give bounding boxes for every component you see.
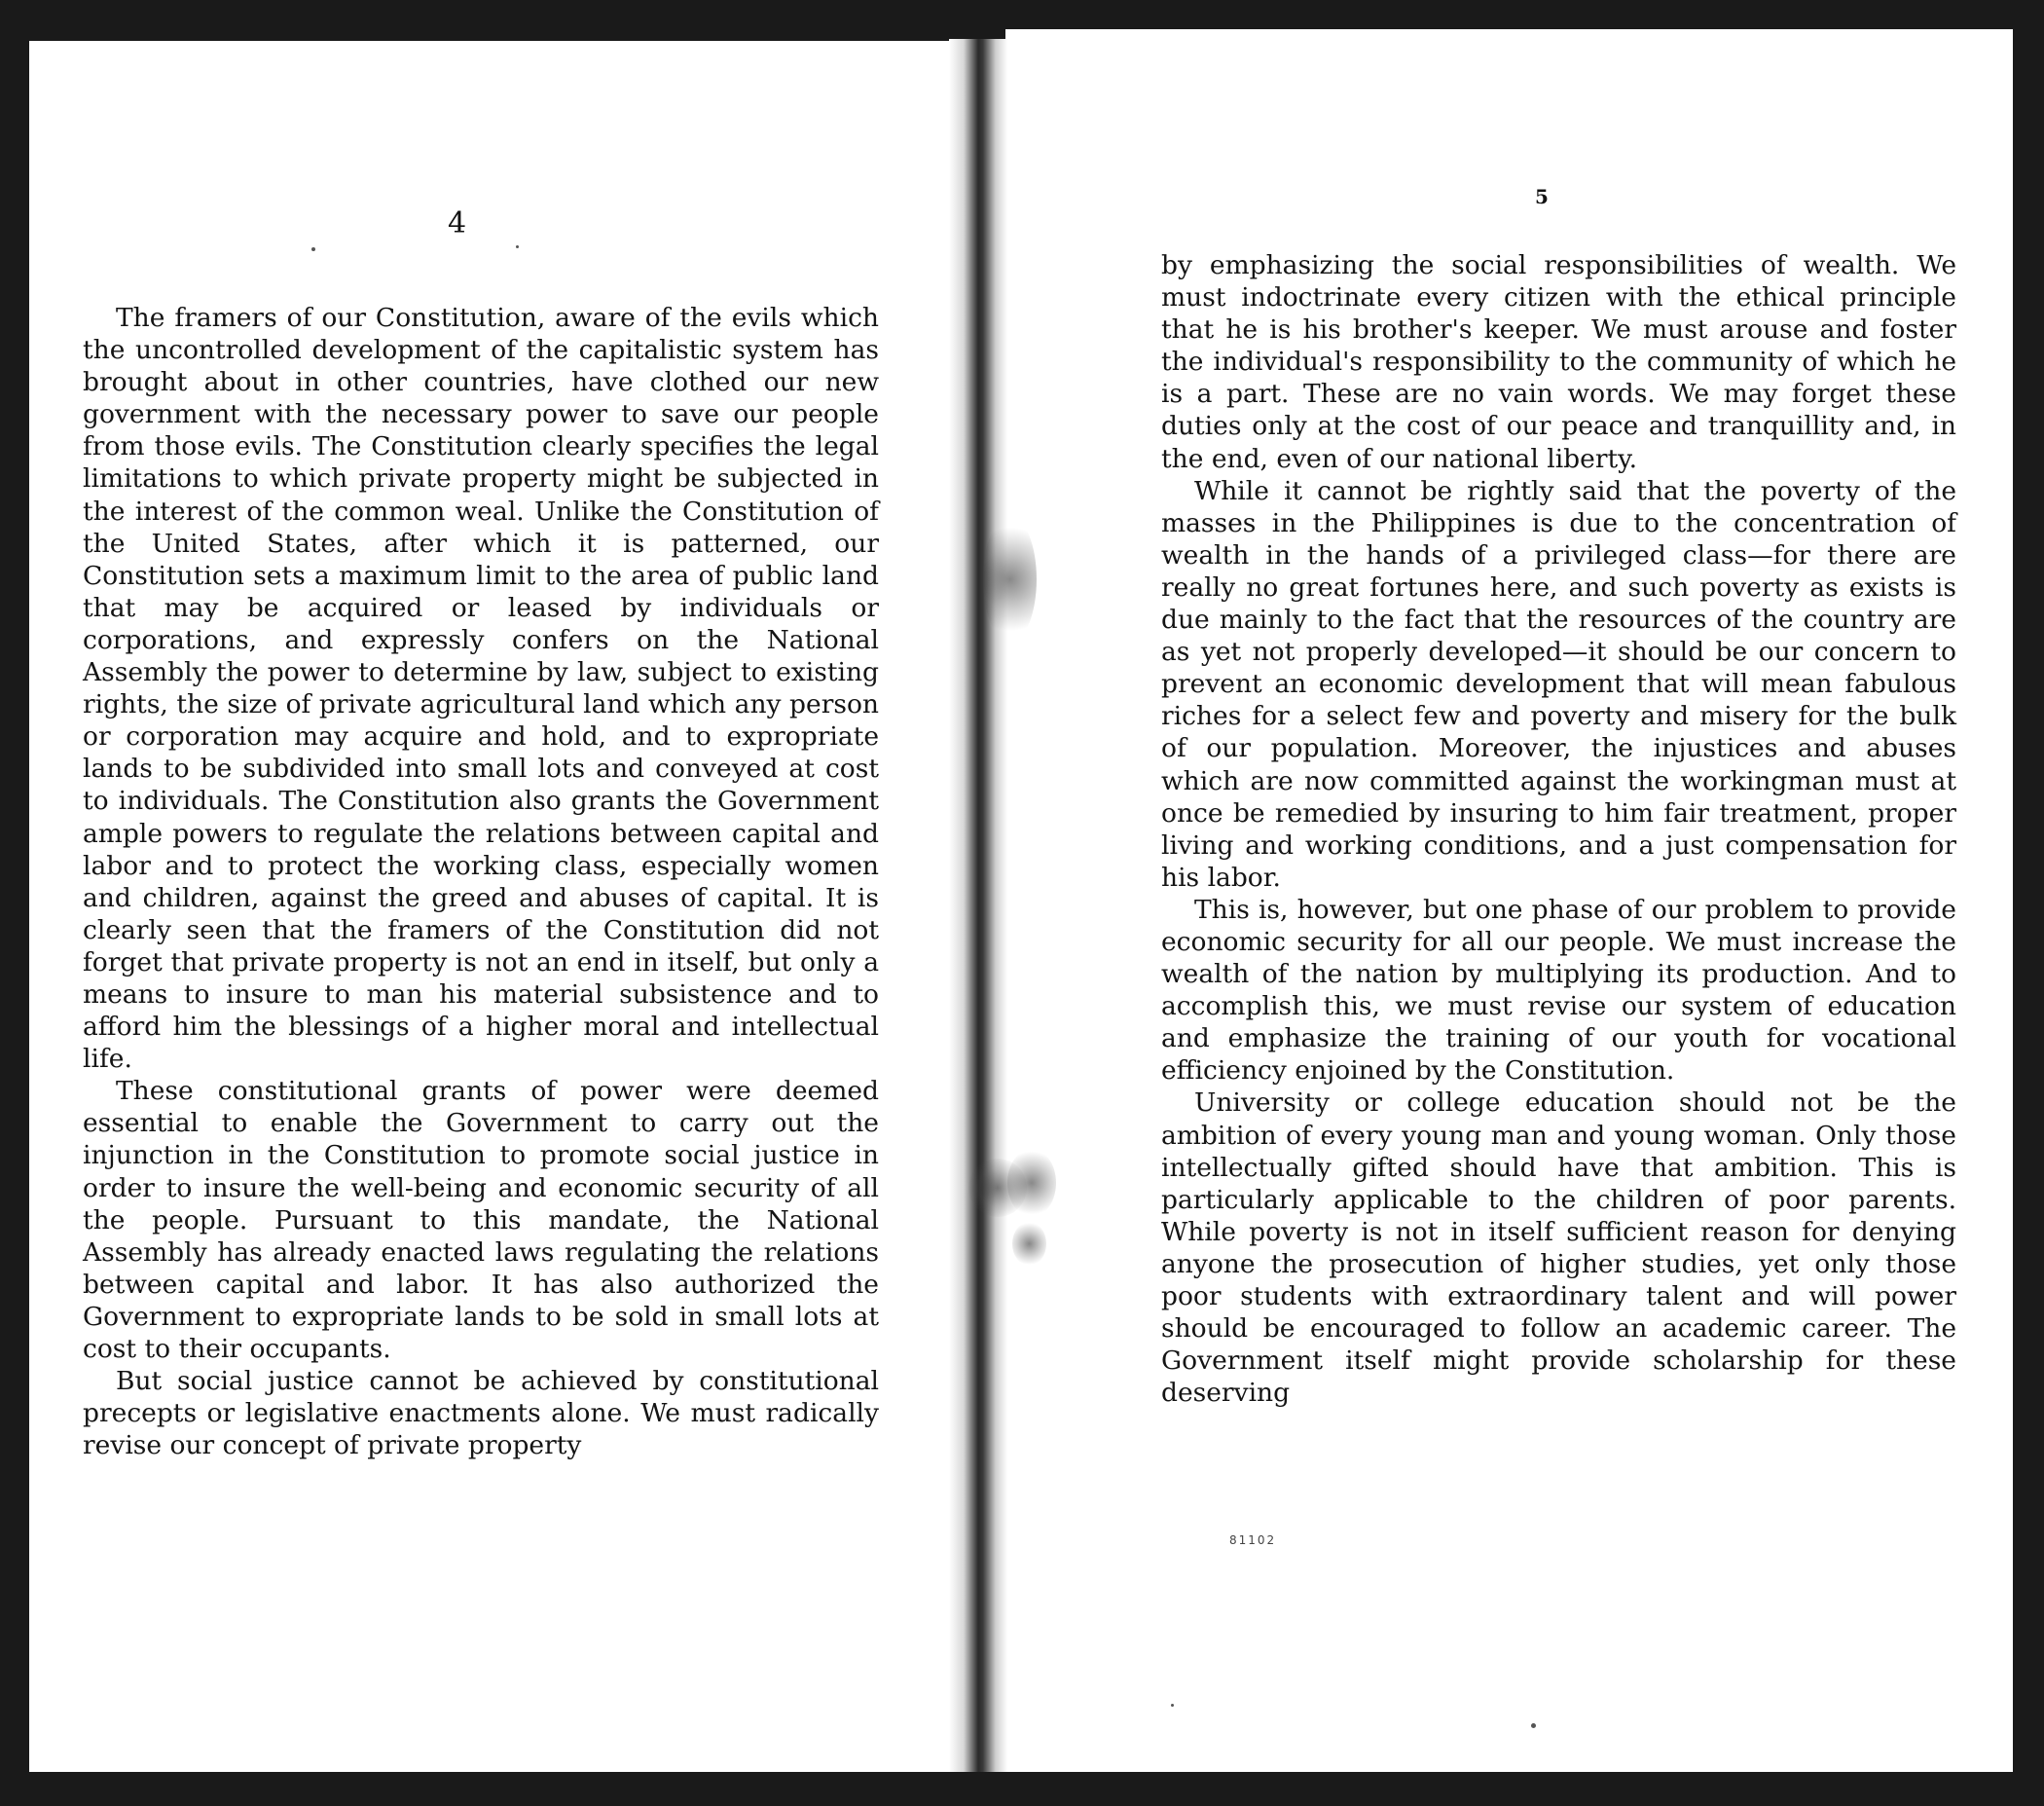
speck: [1171, 1704, 1174, 1707]
right-page-text: [1161, 249, 1956, 1409]
book-gutter: [949, 39, 1007, 1772]
right-paragraph-2: While it cannot be rightly said that the poverty of the masses in the Philippines is due to the concentration of wealth in the hands of a privileged class—for there are really no great fortunes here, and such poverty as exists is due mainly to the fact that the resources of the country are as yet not properly developed—it should be our concern to prevent an economic development that will mean fabulous riches for a select few and poverty and misery for the bulk of our population. Moreover, the injustices and abuses which are now committed against the workingman must at once be remedied by insuring to him fair treatment, proper living and working conditions, and a just compensation for his labor.: [1161, 475, 1956, 893]
left-page-text: [83, 302, 879, 1461]
speck: [1531, 1723, 1536, 1728]
left-page: [29, 41, 993, 1772]
right-paragraph-1: by emphasizing the social responsibilities of wealth. We must indoctrinate every citizen with the ethical principle that he is his brother's keeper. We must arouse and foster the individual's responsibility to the community of which he is a part. These are no vain words. We may forget these duties only at the cost of our peace and tranquillity and, in the end, even of our national liberty.: [1161, 250, 1956, 474]
left-paragraph-3: But social justice cannot be achieved by constitutional precepts or legislative enactments alone. We must radically revise our concept of private property: [83, 1366, 879, 1461]
left-paragraph-1: The framers of our Constitution, aware of the evils which the uncontrolled development of the capitalistic system has brought about in other countries, have clothed our new government with the necessary power to save our people from those evils. The Constitution clearly specifies the legal limitations to which private property might be subjected in the interest of the common weal. Unlike the Constitution of the United States, after which it is patterned, our Constitution sets a maximum limit to the area of public land that may be acquired or leased by individuals or corporations, and expressly confers on the National Assembly the power to determine by law, subject to existing rights, the size of private agricultural land which any person or corporation may acquire and hold, and to expropriate lands to be subdivided into small lots and conveyed at cost to individuals. The Constitution also grants the Government ample powers to regulate the relations between capital and labor and to protect the working class, especially women and children, against the greed and abuses of capital. It is clearly seen that the framers of the Constitution did not forget that private property is not an end in itself, but only a means to insure to man his material subsistence and to afford him the blessings of a higher moral and intellectual life.: [83, 303, 879, 1075]
printer-mark: 81102: [1229, 1533, 1277, 1547]
ink-smudge: [983, 516, 1037, 643]
speck: [516, 245, 519, 248]
ink-smudge: [1012, 1222, 1046, 1266]
page-number-left: 4: [448, 206, 467, 240]
right-page: [1005, 29, 2013, 1772]
ink-smudge: [1007, 1149, 1056, 1217]
right-paragraph-3: This is, however, but one phase of our problem to provide economic security for all our people. We must increase the wealth of the nation by multiplying its production. And to accomplish this, we must revise our system of education and emphasize the training of our youth for vocational efficiency enjoined by the Constitution.: [1161, 894, 1956, 1087]
right-paragraph-4: University or college education should not be the ambition of every young man and young woman. Only those intellectually gifted should have that ambition. This is particularly applicable to the children of poor parents. While poverty is not in itself sufficient reason for denying anyone the prosecution of higher studies, yet only those poor students with extraordinary talent and will power should be encouraged to follow an academic career. The Government itself might provide scholarship for these deserving: [1161, 1087, 1956, 1409]
page-number-right: 5: [1535, 185, 1549, 208]
speck: [311, 247, 315, 251]
left-paragraph-2: These constitutional grants of power were deemed essential to enable the Government to carry out the injunction in the Constitution to promote social justice in order to insure the well-being and economic security of all the people. Pursuant to this mandate, the National Assembly has already enacted laws regulating the relations between capital and labor. It has also authorized the Government to expropriate lands to be sold in small lots at cost to their occupants.: [83, 1076, 879, 1364]
